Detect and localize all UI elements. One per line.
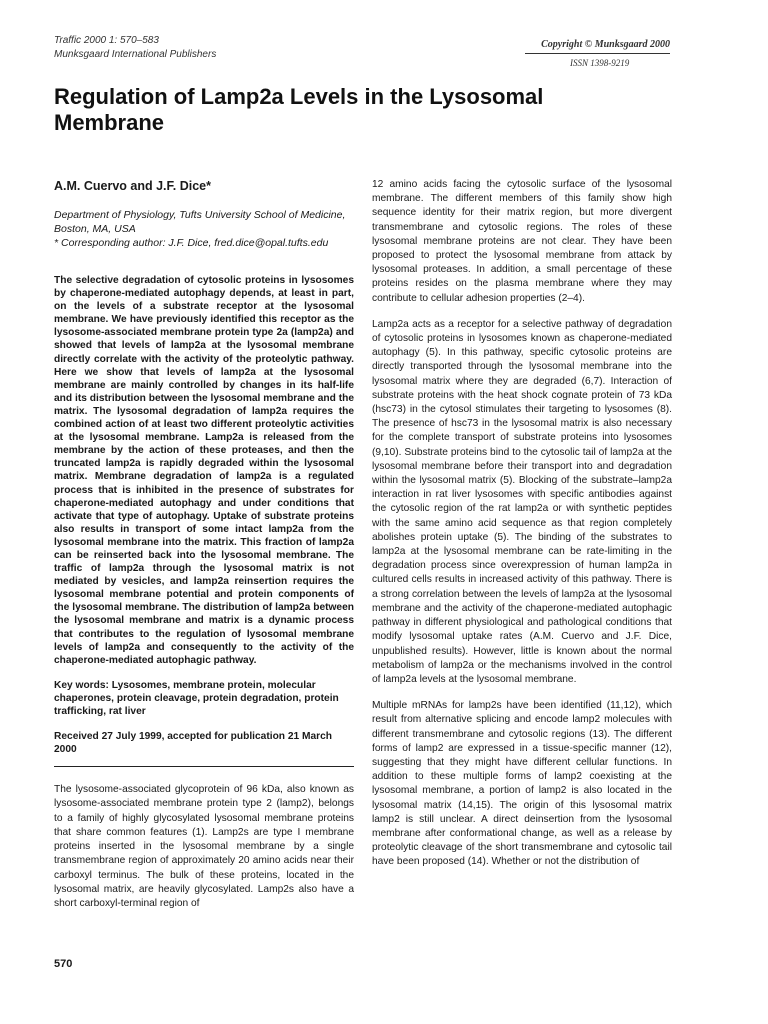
abstract: The selective degradation of cytosolic proteins in lysosomes by chaperone-mediated autophagy depends, at least in part, on the levels of a substrate receptor at the lysosomal membrane. We have previously identified this receptor as the lysosome-associated membrane protein type 2a (lamp2a) and showed that levels of lamp2a at the lysosomal membrane directly correlate with the activity of the proteolytic pathway. Here we show that levels of lamp2a at the lysosomal membrane are mainly controlled by changes in its half-life and its distribution between the lysosomal membrane and the matrix. The lysosomal degradation of lamp2a requires the combined action of at least two different proteolytic activities at the lysosomal membrane. Lamp2a is released from the membrane by the action of these proteases, and then the truncated lamp2a is rapidly degraded within the lysosomal matrix. Membrane degradation of lamp2a is a regulated process that is inhibited in the presence of substrates for chaperone-mediated autophagy and under conditions that activate that type of autophagy. Uptake of substrate proteins also results in transport of some intact lamp2a from the lysosomal membrane into the matrix. This fraction of lamp2a can be reinserted back into the lysosomal membrane. The traffic of lamp2a through the lysosomal matrix is not mediated by vesicles, and lamp2a reinsertion requires the lysosomal membrane potential and protein components of the lysosomal membrane. The distribution of lamp2a between the lysosomal membrane and matrix is a dynamic process that contributes to the regulation of lysosomal membrane levels of lamp2a and consequently to the activity of the chaperone-mediated autophagic pathway. [54, 275, 354, 666]
journal-citation [54, 34, 216, 62]
copyright-notice: Copyright © Munksgaard 2000 [541, 39, 670, 50]
intro-paragraph-1: The lysosome-associated glycoprotein of 96 kDa, also known as lysosome-associated membrane protein type 2 (lamp2), belongs to a family of highly glycosylated lysosomal membrane proteins that share common features (1). Lamp2s are type I membrane proteins inserted in the lysosomal membrane by a single transmembrane region of approximately 20 amino acids near their carboxyl terminus. The bulk of these proteins, located in the lysosomal matrix, are heavily glycosylated. Lamp2s also have a short carboxyl-terminal region of [54, 784, 354, 909]
header-rule [525, 53, 670, 54]
received-dates: Received 27 July 1999, accepted for publication 21 March 2000 [54, 731, 333, 756]
intro-paragraph-4: Multiple mRNAs for lamp2s have been identified (11,12), which result from alternative splicing and encode lamp2 molecules with different transmembrane and cytosolic regions (13). The different forms of lamp2 are expressed in a tissue-specific manner (12), suggesting that they might have different cellular functions. In addition to these multiple forms of lamp2 coexisting at the lysosomal membrane, a portion of lamp2 is also located in the lysosomal matrix (14,15). The origin of this lysosomal matrix lamp2 is still unclear. A direct deinsertion from the lysosomal membrane after conformational change, as well as a release by proteolytic cleavage of the short transmembrane and cytosolic tail have been proposed (14). Whether or not the distribution of [372, 700, 672, 868]
intro-paragraph-3: Lamp2a acts as a receptor for a selective pathway of degradation of cytosolic proteins in lysosomes known as chaperone-mediated autophagy (5). In this pathway, specific cytosolic proteins are directly transported through the lysosomal membrane into the lysosomal matrix where they are degraded (6,7). Interaction of substrate proteins with the heat shock cognate protein of 73 kDa (hsc73) in the cytosol stimulates their targeting to lysosomes (8). The presence of hsc73 in the lysosomal matrix is also necessary for the complete transport of substrate proteins into lysosomes (9,10). Substrate proteins bind to the cytosolic tail of lamp2a at the lysosomal membrane before their transport into and degradation within the lysosomal matrix (5). Blocking of the substrate–lamp2a interaction in rat liver lysosomes with specific antibodies against the cytosolic region of the rat lamp2a or with synthetic peptides with the same amino acid sequence as that region completely abolishes protein uptake (5). The binding of the substrates to lamp2a at the lysosomal membrane can be rate-limiting in the degradation process since overexpression of human lamp2a in cultured cells results in increased activity of this pathway. There is a strong correlation between the levels of lamp2a at the lysosomal membrane and the activity of the chaperone-mediated autophagic pathway in different physiological and pathological conditions that modify lysosomal uptake rates (A.M. Cuervo and J.F. Dice, unpublished results). However, little is known about the normal metabolism of lamp2a or the mechanisms involved in the control of lamp2a levels at the lysosomal membrane. [372, 318, 672, 685]
left-column [54, 178, 354, 923]
publisher-line: Munksgaard International Publishers [54, 49, 217, 60]
corresponding-author: * Corresponding author: J.F. Dice, fred.dice@opal.tufts.edu [54, 237, 329, 249]
right-column [372, 178, 672, 882]
issn-label: ISSN 1398-9219 [570, 58, 630, 68]
section-divider [54, 766, 354, 767]
journal-volume-pages: Traffic 2000 1: 570–583 [54, 35, 159, 46]
author-list: A.M. Cuervo and J.F. Dice* [54, 179, 211, 193]
article-title: Regulation of Lamp2a Levels in the Lysosomal Membrane [54, 84, 544, 135]
intro-paragraph-2: 12 amino acids facing the cytosolic surface of the lysosomal membrane. The different members of this family show high sequence identity for their matrix region, but more divergent transmembrane and cytosolic regions. The roles of these lysosomal membrane proteins are not clear. They have been proposed to protect the lysosomal membrane from attack by lysosomal proteases. In addition, a small percentage of these proteins resides on the plasma membrane where they may contribute to cellular adhesion properties (2–4). [372, 179, 672, 304]
keywords: Key words: Lysosomes, membrane protein, molecular chaperones, protein cleavage, protein degradation, protein trafficking, rat liver [54, 679, 339, 717]
affiliation-department: Department of Physiology, Tufts University School of Medicine, Boston, MA, USA [54, 209, 346, 235]
affiliation-block [54, 208, 354, 250]
page-number: 570 [54, 958, 73, 970]
